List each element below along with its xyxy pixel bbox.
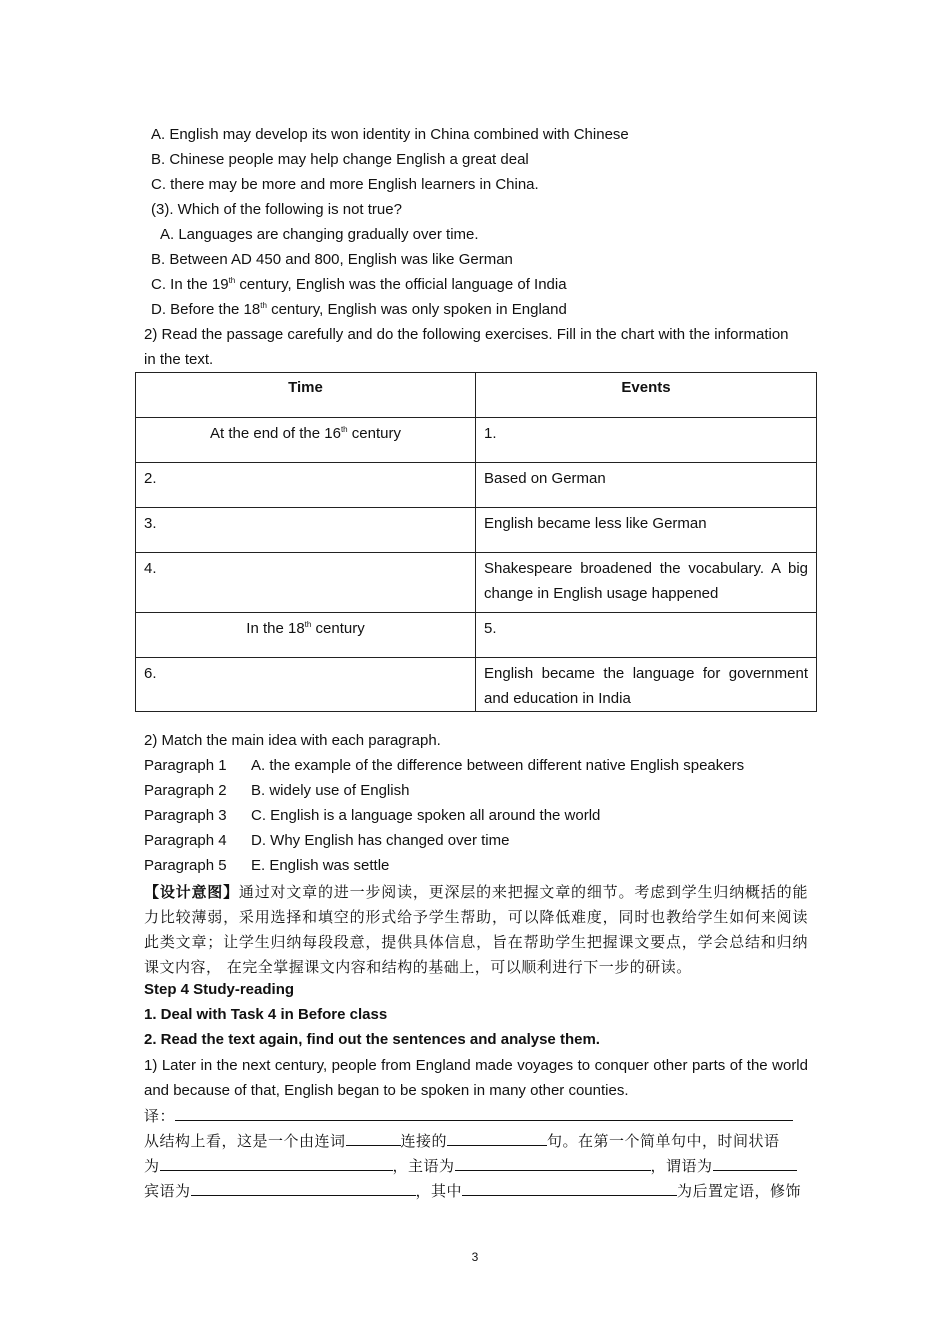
question-3: (3). Which of the following is not true? bbox=[151, 201, 402, 218]
analysis-line-2: 为 ，主语为 ，谓语为 bbox=[144, 1155, 797, 1176]
match-item: Paragraph 4 D. Why English has changed over time bbox=[144, 832, 510, 849]
header-time: Time bbox=[136, 373, 476, 418]
header-events: Events bbox=[476, 373, 817, 418]
event-cell: English became the language for government and education in India bbox=[476, 658, 817, 712]
predicate-blank[interactable] bbox=[713, 1155, 797, 1171]
object-blank[interactable] bbox=[191, 1180, 416, 1196]
table-row bbox=[136, 418, 817, 463]
option-a-line: A. English may develop its won identity in China combined with Chinese bbox=[151, 126, 629, 143]
time-cell: At the end of the 16th century bbox=[136, 418, 476, 463]
match-item: Paragraph 3 C. English is a language spoken all around the world bbox=[144, 807, 601, 824]
event-cell: 5. bbox=[476, 613, 817, 658]
match-item: Paragraph 1 A. the example of the difference between different native English speakers bbox=[144, 757, 745, 774]
step-4-title: Step 4 Study-reading bbox=[144, 981, 295, 998]
analysis-line-3: 宾语为 ，其中 为后置定语，修饰 bbox=[144, 1182, 802, 1200]
option-c-line: C. there may be more and more English learners in China. bbox=[151, 176, 539, 193]
timeline-chart-table bbox=[135, 372, 817, 712]
translation-blank[interactable] bbox=[175, 1105, 793, 1121]
subject-blank[interactable] bbox=[455, 1155, 651, 1171]
time-cell: In the 18th century bbox=[136, 613, 476, 658]
adverbial-blank[interactable] bbox=[160, 1155, 393, 1171]
event-cell: Based on German bbox=[476, 463, 817, 508]
table-row bbox=[136, 463, 817, 508]
design-intent-paragraph: 【设计意图】通过对文章的进一步阅读，更深层的来把握文章的细节。考虑到学生归纳概括的能力比较薄弱，采用选择和填空的形式给予学生帮助，可以降低难度，同时也教给学生如何来阅读此类文章；让学生归纳每段段意，提供具体信息，旨在帮助学生把握课文要点，学会总结和归纳课文内容， 在完全掌握课文内容和结构的基础上，可以顺利进行下一步的研读。 bbox=[144, 883, 808, 976]
table-header-row bbox=[136, 373, 817, 418]
translation-line: 译： bbox=[144, 1105, 793, 1126]
question-3-option-a: A. Languages are changing gradually over time. bbox=[160, 226, 479, 243]
time-cell: 3. bbox=[136, 508, 476, 553]
option-b-line: B. Chinese people may help change English a great deal bbox=[151, 151, 529, 168]
event-cell: Shakespeare broadened the vocabulary. A big change in English usage happened bbox=[476, 553, 817, 613]
match-instruction: 2) Match the main idea with each paragraph. bbox=[144, 732, 441, 749]
exercise-2-instruction: 2) Read the passage carefully and do the following exercises. Fill in the chart with the information bbox=[144, 326, 789, 343]
table-row bbox=[136, 658, 817, 712]
match-item: Paragraph 2 B. widely use of English bbox=[144, 782, 410, 799]
exercise-2-instruction-cont: in the text. bbox=[144, 351, 214, 368]
question-3-option-b: B. Between AD 450 and 800, English was like German bbox=[151, 251, 513, 268]
step-4-item-1: 1. Deal with Task 4 in Before class bbox=[144, 1006, 388, 1023]
question-3-option-c: C. In the 19th century, English was the official language of India bbox=[151, 276, 567, 293]
step-4-item-2: 2. Read the text again, find out the sentences and analyse them. bbox=[144, 1031, 600, 1048]
sentence-1: 1) Later in the next century, people from England made voyages to conquer other parts of the world and because of that, English began to be spoken in many other counties. bbox=[144, 1057, 808, 1099]
page-number: 3 bbox=[471, 1250, 479, 1264]
conjunction-blank[interactable] bbox=[346, 1130, 401, 1146]
sentence-type-blank[interactable] bbox=[447, 1130, 547, 1146]
postpositive-attribute-blank[interactable] bbox=[462, 1180, 677, 1196]
time-cell: 6. bbox=[136, 658, 476, 712]
question-3-option-d: D. Before the 18th century, English was only spoken in England bbox=[151, 301, 567, 318]
event-cell: 1. bbox=[476, 418, 817, 463]
time-cell: 4. bbox=[136, 553, 476, 613]
table-row bbox=[136, 553, 817, 613]
table-row bbox=[136, 613, 817, 658]
analysis-line-1: 从结构上看，这是一个由连词 连接的 句。在第一个简单句中，时间状语 bbox=[144, 1132, 780, 1150]
match-item: Paragraph 5 E. English was settle bbox=[144, 857, 390, 874]
event-cell: English became less like German bbox=[476, 508, 817, 553]
time-cell: 2. bbox=[136, 463, 476, 508]
table-row bbox=[136, 508, 817, 553]
